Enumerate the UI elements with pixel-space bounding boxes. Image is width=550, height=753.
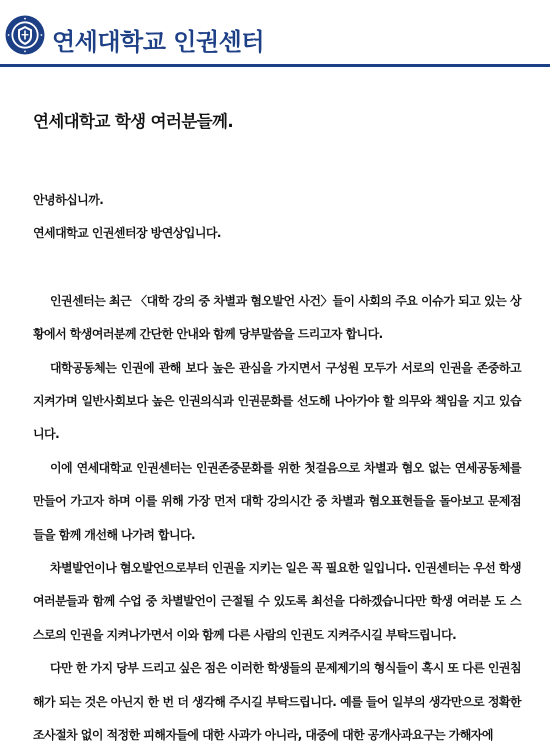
letter-title: 연세대학교 학생 여러분들께. xyxy=(33,112,234,131)
paragraph: 대학공동체는 인권에 관해 보다 높은 관심을 가지면서 구성원 모두가 서로의 인권을 존중하고 지켜가며 일반사회보다 높은 인권의식과 인권문화를 선도해 나아가야 할 의무와 책임을 지고 있습니다. xyxy=(33,360,521,442)
org-name: 연세대학교 인권센터 xyxy=(52,28,265,56)
spacer xyxy=(33,251,521,285)
paragraph: 차별발언이나 혐오발언으로부터 인권을 지키는 일은 꼭 필요한 일입니다. 인권센터는 우선 학생여러분들과 함께 수업 중 차별발언이 근절될 수 있도록 최선을 다하겠습니다만 학생 여러분 도 스스로의 인권을 지켜나가면서 이와 함께 다른 사람의 인권도 지켜주시길 부탁드립니다. xyxy=(33,561,521,642)
greeting-line: 안녕하십니까. xyxy=(33,193,104,207)
paragraph: 다만 한 가지 당부 드리고 싶은 점은 이러한 학생들의 문제제기의 형식들이 혹시 또 다른 인권침해가 되는 것은 아닌지 한 번 더 생각해 주시길 부탁드립니다. 예를 들어 일부의 생각만으로 정확한 조사절차 없이 적정한 피해자들에 대한 사과가 아니라, 대중에 대한 공개사과요구는 가해자에 xyxy=(33,661,521,743)
paragraph: 인권센터는 최근 〈대학 강의 중 차별과 혐오발언 사건〉들이 사회의 주요 이슈가 되고 있는 상황에서 학생여러분께 간단한 안내와 함께 당부말씀을 드리고자 합니다. xyxy=(33,293,521,342)
header-divider xyxy=(0,64,550,67)
university-seal-icon xyxy=(5,15,45,55)
signature-intro-line: 연세대학교 인권센터장 방연상입니다. xyxy=(33,226,221,241)
paragraph: 이에 연세대학교 인권센터는 인권존중문화를 위한 첫걸음으로 차별과 혐오 없는 연세공동체를 만들어 가고자 하며 이를 위해 가장 먼저 대학 강의시간 중 차별과 혐오표현들을 돌아보고 문제점들을 함께 개선해 나가려 합니다. xyxy=(33,460,521,542)
letter-body xyxy=(33,184,521,753)
site-header xyxy=(0,0,550,74)
